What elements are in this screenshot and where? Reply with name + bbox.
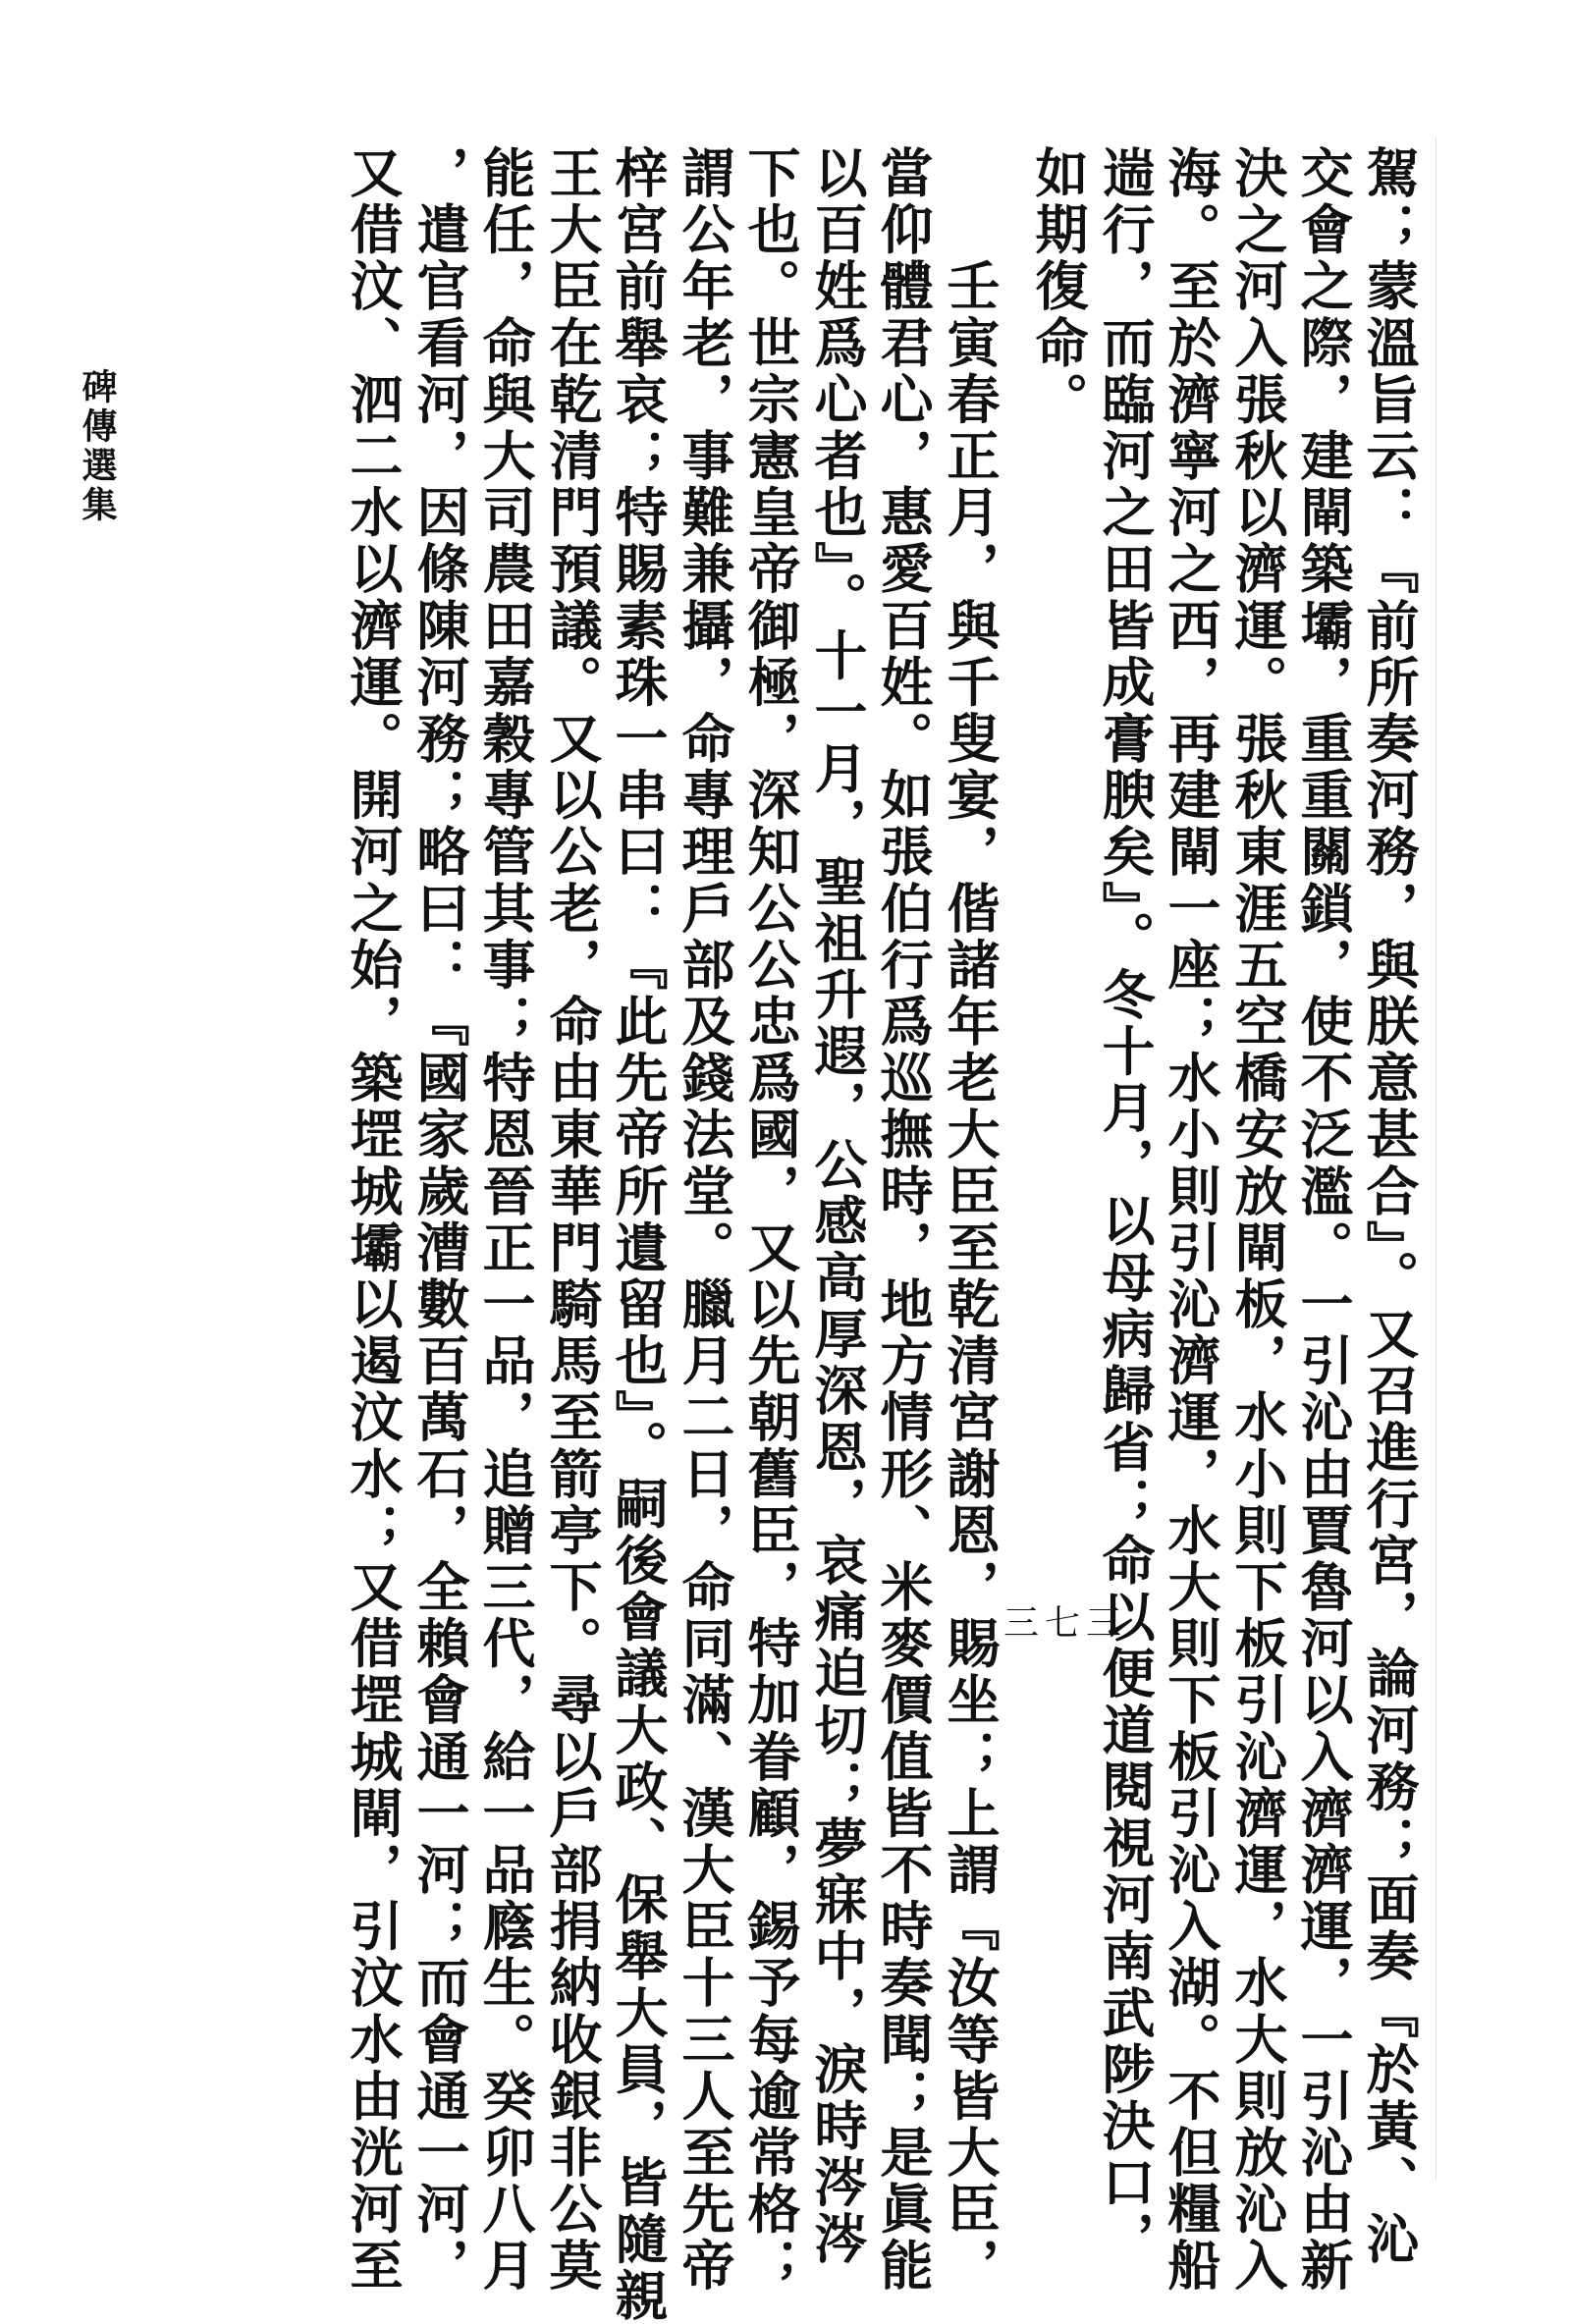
text-column-2: 交會之際，建閘築壩，重重關鎖，使不泛濫。一引沁由賈魯河以入濟濟運，一引沁由新: [1292, 145, 1355, 2295]
text-column-14: 能任，命與大司農田嘉穀專管其事；特恩晉正一品，追贈三代，給一品廕生。癸卯八月: [474, 145, 537, 2295]
text-column-16: 又借汶、泗二水以濟運。開河之始，築堽城壩以遏汶水；又借堽城閘，引汶水由洸河至: [342, 145, 405, 2295]
running-header-book-title: 碑傳選集: [77, 368, 118, 525]
text-column-10: 下也。世宗憲皇帝御極，深知公公忠爲國，又以先朝舊臣，特加眷顧，錫予每逾常格；: [739, 145, 802, 2295]
text-column-3: 決之河入張秋以濟運。張秋東涯五空橋安放閘板，水小則下板引沁濟運，水大則放沁入: [1226, 145, 1289, 2295]
text-column-8: 當仰體君心，惠愛百姓。如張伯行爲巡撫時，地方情形、米麥價值皆不時奏聞；是眞能: [872, 145, 935, 2295]
text-column-1: 駕；蒙溫旨云：『前所奏河務，與朕意甚合』。又召進行宮，論河務；面奏『於黃、沁: [1358, 145, 1421, 2268]
text-column-13: 王大臣在乾清門預議。又以公老，命由東華門騎馬至箭亭下。尋以戶部捐納收銀非公莫: [541, 145, 604, 2295]
text-column-5: 遄行，而臨河之田皆成膏腴矣』。冬十月，以母病歸省；命以便道閱視河南武陟決口，: [1094, 145, 1157, 2268]
text-column-4: 海。至於濟寧河之西，再建閘一座；水小則引沁濟運，水大則下板引沁入湖。不但糧船: [1160, 145, 1222, 2295]
text-column-6: 如期復命。: [1027, 145, 1090, 428]
text-column-11: 謂公年老，事難兼攝，命專理戶部及錢法堂。臘月二日，命同滿、漢大臣十三人至先帝: [674, 145, 736, 2295]
text-column-12: 梓宮前舉哀；特賜素珠一串曰：『此先帝所遺留也』。嗣後會議大政、保舉大員，皆隨親: [607, 145, 670, 2324]
text-column-7: 壬寅春正月，與千叟宴，偕諸年老大臣至乾清宮謝恩，賜坐；上謂『汝等皆大臣，: [939, 145, 1002, 2295]
text-column-9: 以百姓爲心者也』。十一月，聖祖升遐，公感高厚深恩，哀痛迫切；夢寐中，淚時涔涔: [806, 145, 869, 2268]
page-number: 三七三: [1003, 1603, 1128, 1644]
text-column-15: ，遣官看河，因條陳河務；略曰：『國家歲漕數百萬石，全賴會通一河；而會通一河，: [408, 145, 471, 2295]
